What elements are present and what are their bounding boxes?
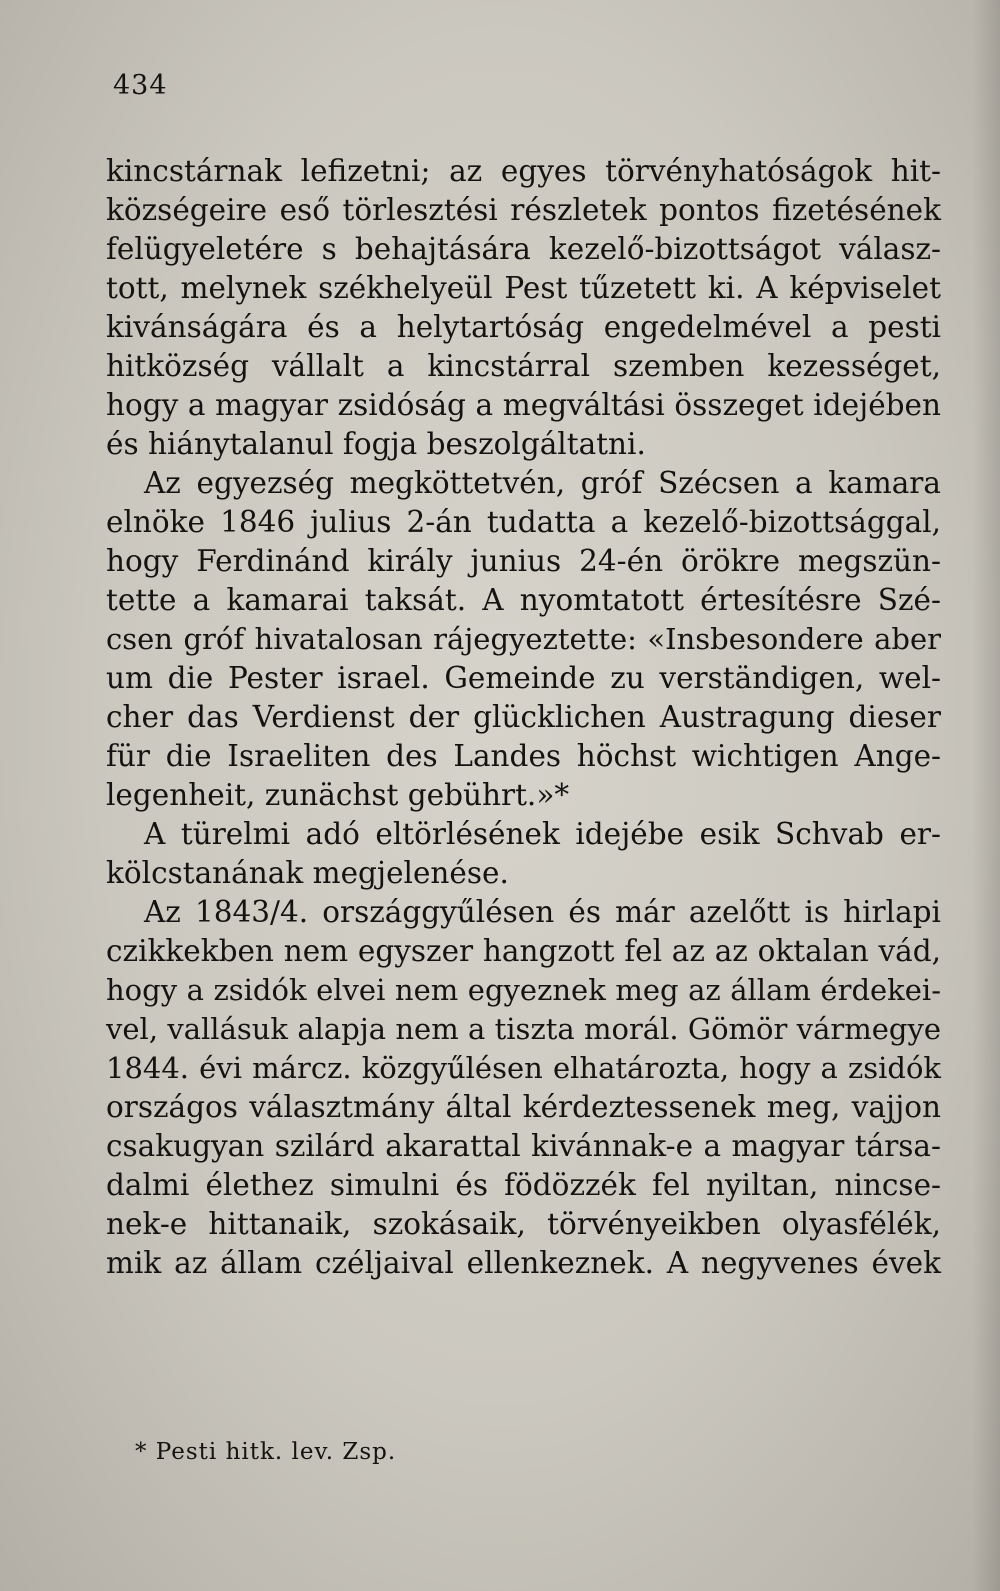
text-line: országos választmány által kérdeztessenek meg, vajjon: [106, 1090, 941, 1124]
text-line: legenheit, zunächst gebührt.»*: [106, 778, 570, 812]
text-line: kincstárnak lefizetni; az egyes törvényhatóságok hit-: [106, 154, 941, 188]
page-edge-shadow: [972, 0, 1000, 1591]
text-line: 1844. évi márcz. közgyűlésen elhatározta, hogy a zsidók: [106, 1051, 941, 1085]
text-line: kölcstanának megjelenése.: [106, 856, 509, 890]
text-line: hitközség vállalt a kincstárral szemben kezességet,: [106, 349, 941, 383]
text-line: vel, vallásuk alapja nem a tiszta morál. Gömör vármegye: [106, 1012, 941, 1046]
body-text: [106, 152, 941, 1283]
text-line: A türelmi adó eltörlésének idejébe esik Schvab er-: [144, 817, 941, 851]
text-line: tette a kamarai taksát. A nyomtatott értesítésre Szé-: [106, 583, 941, 617]
text-line: hogy a zsidók elvei nem egyeznek meg az állam érdekei-: [106, 973, 941, 1007]
text-line: kivánságára és a helytartóság engedelmével a pesti: [106, 310, 941, 344]
text-line: nek-e hittanaik, szokásaik, törvényeikben olyasfélék,: [106, 1207, 941, 1241]
text-line: mik az állam czéljaival ellenkeznek. A negyvenes évek: [106, 1246, 941, 1280]
text-line: és hiánytalanul fogja beszolgáltatni.: [106, 427, 646, 461]
text-line: dalmi élethez simulni és födözzék fel nyiltan, nincse-: [106, 1168, 941, 1202]
text-line: elnöke 1846 julius 2-án tudatta a kezelő-bizottsággal,: [106, 505, 941, 539]
text-line: Az 1843/4. országgyűlésen és már azelőtt is hirlapi: [144, 895, 941, 929]
text-line: Az egyezség megköttetvén, gróf Szécsen a kamara: [144, 466, 941, 500]
text-line: tott, melynek székhelyeül Pest tűzetett ki. A képviselet: [106, 271, 941, 305]
text-line: hogy Ferdinánd király junius 24-én örökre megszün-: [106, 544, 941, 578]
text-line: um die Pester israel. Gemeinde zu verständigen, wel-: [106, 661, 941, 695]
text-line: cher das Verdienst der glücklichen Austragung dieser: [106, 700, 941, 734]
text-line: hogy a magyar zsidóság a megváltási összeget idejében: [106, 388, 941, 422]
text-line: csen gróf hivatalosan rájegyeztette: «Insbesondere aber: [106, 622, 941, 656]
footnote: * Pesti hitk. lev. Zsp.: [135, 1439, 397, 1465]
text-line: felügyeletére s behajtására kezelő-bizottságot válasz-: [106, 232, 941, 266]
page-number: 434: [113, 70, 168, 101]
text-line: für die Israeliten des Landes höchst wichtigen Ange-: [106, 739, 941, 773]
text-line: csakugyan szilárd akarattal kivánnak-e a magyar társa-: [106, 1129, 941, 1163]
text-line: czikkekben nem egyszer hangzott fel az az oktalan vád,: [106, 934, 941, 968]
text-line: községeire eső törlesztési részletek pontos fizetésének: [106, 193, 941, 227]
